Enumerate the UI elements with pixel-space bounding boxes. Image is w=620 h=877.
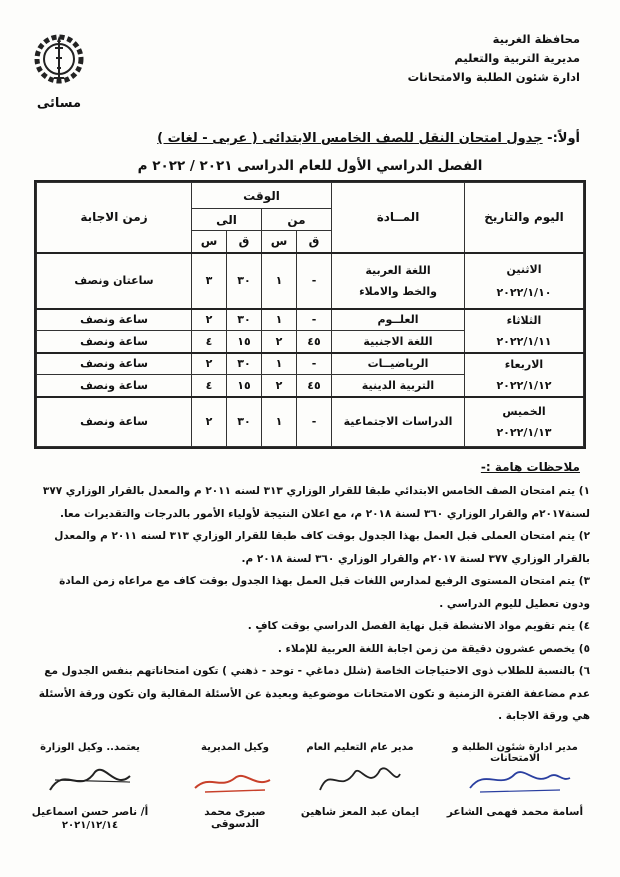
header-duration: زمن الاجابة [37, 183, 192, 253]
subject-name: الدراسات الاجتماعية [332, 397, 465, 447]
exam-date: ٢٠٢٢/١/١٣ [496, 425, 552, 439]
page-title [157, 131, 580, 146]
from-minute: - [297, 309, 332, 331]
handwritten-signature-icon [430, 760, 600, 800]
from-hour: ١ [262, 397, 297, 447]
day-name: الخميس [502, 404, 546, 418]
header-governorate: محافظة الغربية [492, 32, 580, 46]
term-title: الفصل الدراسي الأول للعام الدراسى ٢٠٢١ / ٢٠٢٢ م [137, 158, 483, 174]
to-minute: ١٥ [227, 331, 262, 353]
duration: ساعة ونصف [37, 331, 192, 353]
duration: ساعة ونصف [37, 309, 192, 331]
table-row [37, 253, 584, 309]
to-hour: ٢ [192, 309, 227, 331]
exam-date: ٢٠٢٢/١/١١ [496, 334, 552, 348]
to-hour: ٢ [192, 353, 227, 375]
logo [28, 28, 90, 111]
day-name: الثلاثاء [506, 313, 542, 327]
table-row [37, 397, 584, 447]
to-minute: ١٥ [227, 375, 262, 397]
header-to: الى [192, 209, 262, 231]
subject-name: الرياضيــات [332, 353, 465, 375]
signature-title: مدير ادارة شئون الطلبة و الامتحانات [452, 742, 578, 764]
to-hour: ٢ [192, 397, 227, 447]
from-minute: - [297, 353, 332, 375]
day-name: الاثنين [506, 262, 542, 276]
title-main: جدول امتحان النقل للصف الخامس الابتدائى ( عربى - لغات ) [157, 131, 543, 146]
header-subject: المــادة [332, 183, 465, 253]
duration: ساعتان ونصف [37, 253, 192, 309]
signature-deputy-ministry [20, 742, 160, 831]
handwritten-signature-icon [185, 760, 285, 800]
from-hour: ٢ [262, 375, 297, 397]
duration: ساعة ونصف [37, 397, 192, 447]
header-day-date: اليوم والتاريخ [465, 183, 584, 253]
header-block [408, 30, 580, 87]
subject-name: العلــوم [332, 309, 465, 331]
duration: ساعة ونصف [37, 375, 192, 397]
day-date-cell [465, 353, 584, 397]
to-minute: ٣٠ [227, 353, 262, 375]
handwritten-signature-icon [20, 760, 160, 800]
note-item: ٦) بالنسبة للطلاب ذوى الاحتياجات الخاصة (شلل دماغي - توحد - ذهني ) تكون امتحاناتهم بنفس الجدول مع عدم مضاعفة الفترة الزمنية و تكون الامتحانات موضوعية وبعيدة عن الأسئلة المقالية وان تكون ورقة الأسئلة هي ورقة الاجابة . [38, 665, 590, 722]
header-to-hour: س [192, 231, 227, 253]
signature-title: وكيل المديرية [201, 742, 269, 753]
signature-name: أ/ ناصر حسن اسماعيل [31, 806, 149, 818]
signature-name: صبرى محمد الدسوقى [204, 806, 266, 830]
from-hour: ٢ [262, 331, 297, 353]
header-from-minute: ق [297, 231, 332, 253]
exam-date: ٢٠٢٢/١/١٠ [496, 285, 552, 299]
note-item: ٥) يخصص عشرون دقيقة من زمن اجابة اللغة العربية للإملاء . [277, 642, 590, 655]
day-date-cell [465, 253, 584, 309]
logo-caption: مسائى [36, 96, 82, 111]
signature-students-affairs [430, 742, 600, 818]
signature-title: مدير عام التعليم العام [306, 742, 414, 753]
schedule-table [34, 180, 586, 449]
signature-date: ٢٠٢١/١٢/١٤ [61, 820, 119, 831]
handwritten-signature-icon [300, 760, 420, 800]
signature-general-education [300, 742, 420, 818]
subject-name: اللغة الاجنبية [332, 331, 465, 353]
exam-date: ٢٠٢٢/١/١٢ [496, 378, 552, 392]
notes-list [30, 480, 590, 728]
day-date-cell [465, 309, 584, 353]
note-item: ١) يتم امتحان الصف الخامس الابتدائي طبقا للقرار الوزاري ٣١٣ لسنه ٢٠١١ م والمعدل بالقرار الوزاري ٣٧٧ لسنة٢٠١٧م والقرار الوزاري ٣٦٠ لسنة ٢٠١٨ م، مع اعلان النتيجة لأولياء الأمور بالدرجات والتقديرات معا. [42, 485, 590, 520]
title-prefix: أولاً:- [542, 131, 580, 146]
to-hour: ٣ [192, 253, 227, 309]
note-item: ٣) يتم امتحان المستوى الرفيع لمدارس اللغات قبل العمل بهذا الجدول بوقت كاف مع مراعاه زمن المادة ودون تعطيل لليوم الدراسي . [59, 575, 590, 610]
header-directorate: مديرية التربية والتعليم [454, 51, 580, 65]
table-row [37, 353, 584, 375]
header-department: ادارة شئون الطلبة والامتحانات [407, 70, 580, 84]
to-minute: ٣٠ [227, 253, 262, 309]
from-hour: ١ [262, 353, 297, 375]
note-item: ٢) يتم امتحان العملى قبل العمل بهذا الجدول بوقت كاف طبقا للقرار الوزاري ٣١٣ لسنه ٢٠١١ م والمعدل بالقرار الوزاري ٣٧٧ لسنة ٢٠١٧م والقرار الوزاري ٣٦٠ لسنة ٢٠١٨ م. [54, 530, 590, 565]
table-row [37, 309, 584, 331]
subject-name: التربية الدينية [332, 375, 465, 397]
to-minute: ٣٠ [227, 397, 262, 447]
day-date-cell [465, 397, 584, 447]
note-item: ٤) يتم تقويم مواد الانشطة قبل نهاية الفصل الدراسي بوقت كافٍ . [247, 620, 590, 632]
header-from-hour: س [262, 231, 297, 253]
notes-title: ملاحظات هامة :- [480, 460, 580, 474]
to-hour: ٤ [192, 331, 227, 353]
header-to-minute: ق [227, 231, 262, 253]
header-time: الوقت [192, 183, 332, 209]
from-hour: ١ [262, 253, 297, 309]
gear-tower-icon [28, 28, 90, 90]
header-from: من [262, 209, 332, 231]
duration: ساعة ونصف [37, 353, 192, 375]
signature-name: ايمان عبد المعز شاهين [300, 806, 420, 818]
from-minute: ٤٥ [297, 331, 332, 353]
subject-cell [332, 253, 465, 309]
subject-name: اللغة العربية [365, 263, 431, 277]
signature-name: أسامة محمد فهمى الشاعر [446, 806, 584, 818]
signature-title: يعتمد.. وكيل الوزارة [40, 742, 140, 753]
from-minute: ٤٥ [297, 375, 332, 397]
from-minute: - [297, 397, 332, 447]
to-hour: ٤ [192, 375, 227, 397]
to-minute: ٣٠ [227, 309, 262, 331]
subject-name-line2: والخط والاملاء [359, 284, 437, 298]
day-name: الاربعاء [504, 357, 544, 371]
signature-deputy-directorate [185, 742, 285, 830]
from-minute: - [297, 253, 332, 309]
from-hour: ١ [262, 309, 297, 331]
